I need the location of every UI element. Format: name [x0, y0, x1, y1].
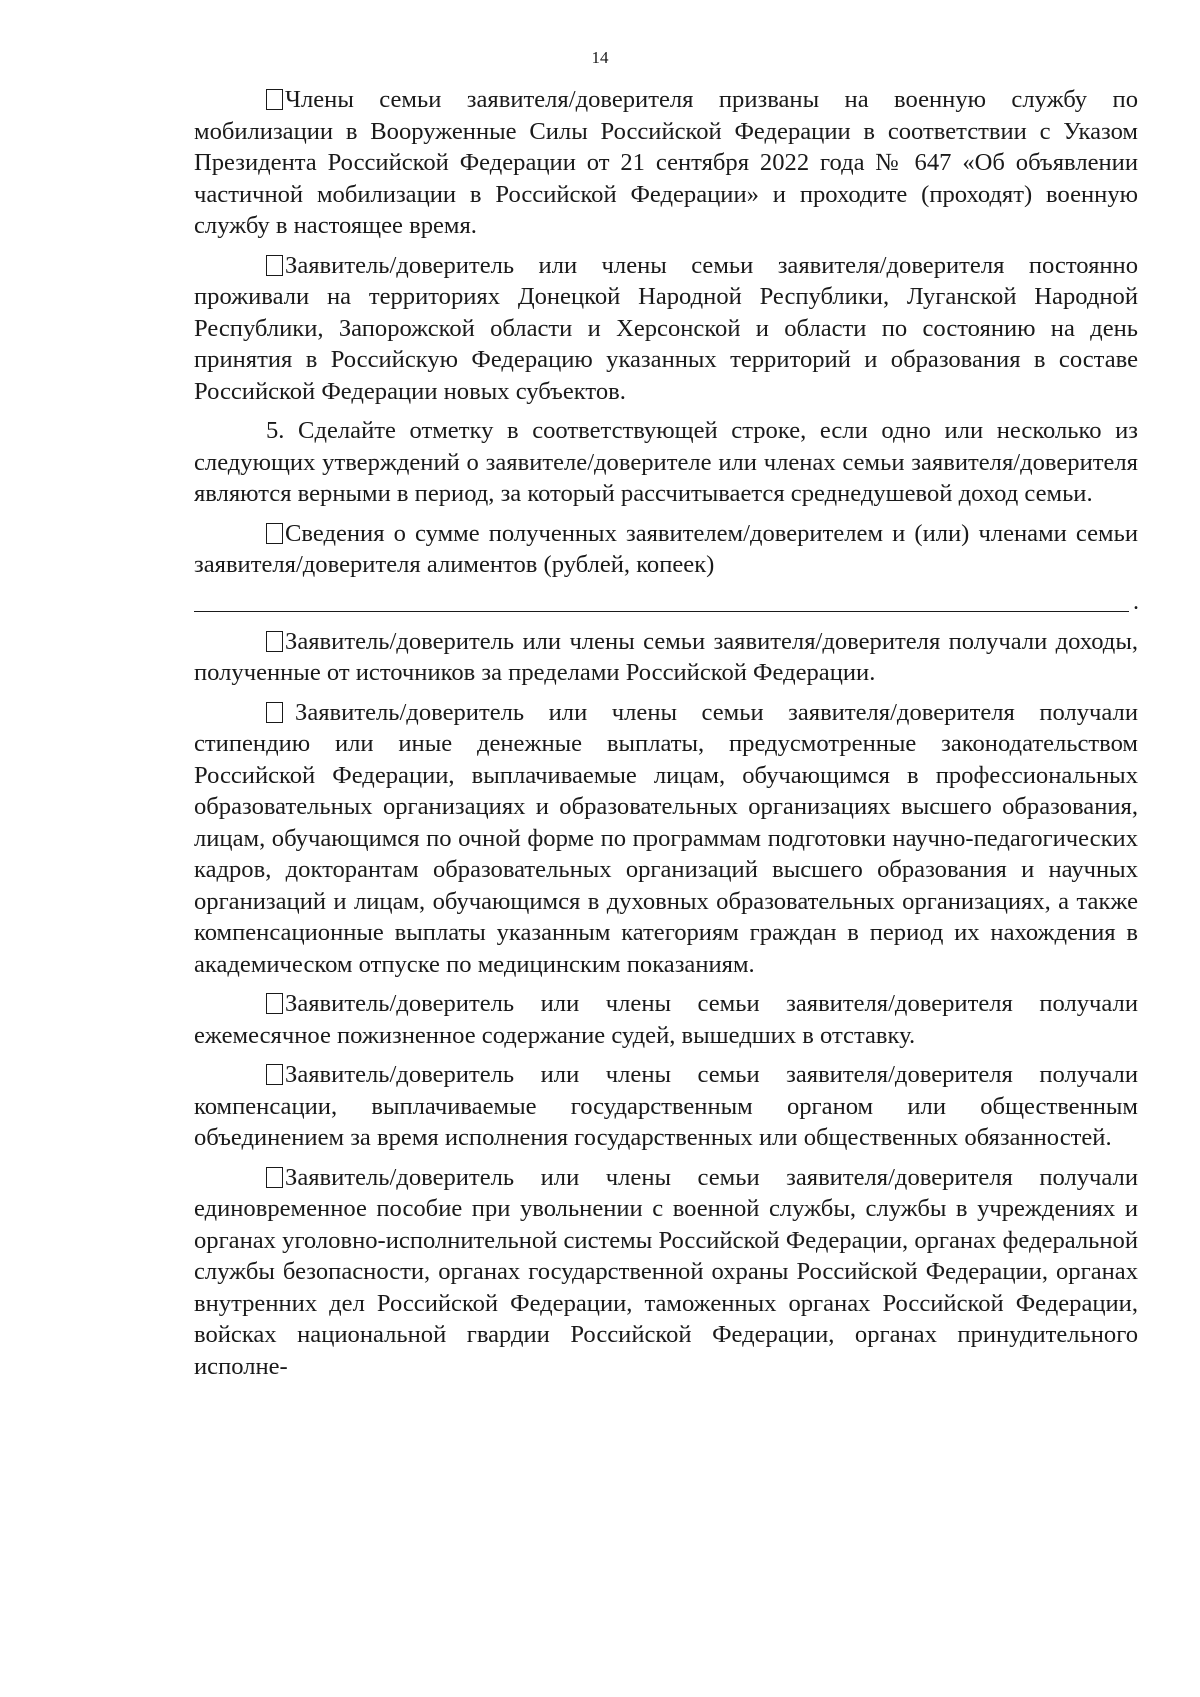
section-5-instruction	[194, 415, 1138, 510]
page-number: 14	[591, 48, 609, 67]
alimony-amount-field[interactable]	[194, 581, 1139, 615]
new-territories-checkbox[interactable]	[266, 255, 283, 276]
paragraph-mobilization	[194, 84, 1138, 242]
foreign-income-checkbox[interactable]	[266, 631, 283, 652]
mobilization-checkbox[interactable]	[266, 89, 283, 110]
scholarship-checkbox[interactable]	[266, 702, 283, 723]
paragraph-text: Заявитель/доверитель или члены семьи заявителя/доверителя получали ежемесячное пожизненное содержание судей, вышедших в отставку.	[194, 990, 1138, 1049]
paragraph-text: 5. Сделайте отметку в соответствующей строке, если одно или несколько из следующих утверждений о заявителе/доверителе или членах семьи заявителя/доверителя являются верными в период, за который рассчитывается среднедушевой доход семьи.	[194, 417, 1138, 507]
severance-checkbox[interactable]	[266, 1167, 283, 1188]
paragraph-text: Заявитель/доверитель или члены семьи заявителя/доверителя постоянно проживали на территориях Донецкой Народной Республики, Луганской Народной Республики, Запорожской области и Херсонской и области по состоянию на день принятия в Российскую Федерацию указанных территорий и образования в составе Российской Федерации новых субъектов.	[194, 251, 1138, 405]
paragraph-text: Заявитель/доверитель или члены семьи заявителя/доверителя получали компенсации, выплачиваемые государственным органом или общественным объединением за время исполнения государственных или общественных обязанностей.	[194, 1061, 1138, 1151]
paragraph-text: Заявитель/доверитель или члены семьи заявителя/доверителя получали доходы, полученные от источников за пределами Российской Федерации.	[194, 627, 1138, 686]
paragraph-foreign-income	[194, 626, 1138, 689]
judges-allowance-checkbox[interactable]	[266, 993, 283, 1014]
paragraph-new-territories	[194, 250, 1138, 408]
paragraph-text: Члены семьи заявителя/доверителя призваны на военную службу по мобилизации в Вооруженные Силы Российской Федерации в соответствии с Указом Президента Российской Федерации от 21 сентября 2022 года № 647 «Об объявлении частичной мобилизации в Российской Федерации» и проходите (проходят) военную службу в настоящее время.	[194, 86, 1138, 239]
compensation-checkbox[interactable]	[266, 1064, 283, 1085]
paragraph-text: Сведения о сумме полученных заявителем/доверителем и (или) членами семьи заявителя/доверителя алиментов (рублей, копеек)	[194, 519, 1138, 578]
alimony-checkbox[interactable]	[266, 523, 283, 544]
paragraph-judges-allowance	[194, 988, 1138, 1051]
paragraph-severance	[194, 1162, 1138, 1383]
paragraph-alimony	[194, 518, 1138, 581]
paragraph-text: Заявитель/доверитель или члены семьи заявителя/доверителя получали стипендию или иные денежные выплаты, предусмотренные законодательством Российской Федерации, выплачиваемые лицам, обучающимся в профессиональных образовательных организациях и образовательных организациях высшего образования, лицам, обучающимся по очной форме по программам подготовки научно-педагогических кадров, докторантам образовательных организаций высшего образования и научных организаций и лицам, обучающимся в духовных образовательных организациях, а также компенсационные выплаты указанным категориям граждан в период их нахождения в академическом отпуске по медицинским показаниям.	[194, 698, 1138, 978]
paragraph-text: Заявитель/доверитель или члены семьи заявителя/доверителя получали единовременное пособие при увольнении с военной службы, службы в учреждениях и органах уголовно-исполнительной системы Российской Федерации, органах федеральной службы безопасности, органах государственной охраны Российской Федерации, органах внутренних дел Российской Федерации, таможенных органах Российской Федерации, войсках национальной гвардии Российской Федерации, органах принудительного исполне-	[194, 1163, 1138, 1380]
paragraph-scholarship	[194, 697, 1138, 981]
document-body	[194, 84, 1138, 1390]
fill-line-end: .	[1133, 589, 1139, 615]
paragraph-compensation	[194, 1059, 1138, 1154]
